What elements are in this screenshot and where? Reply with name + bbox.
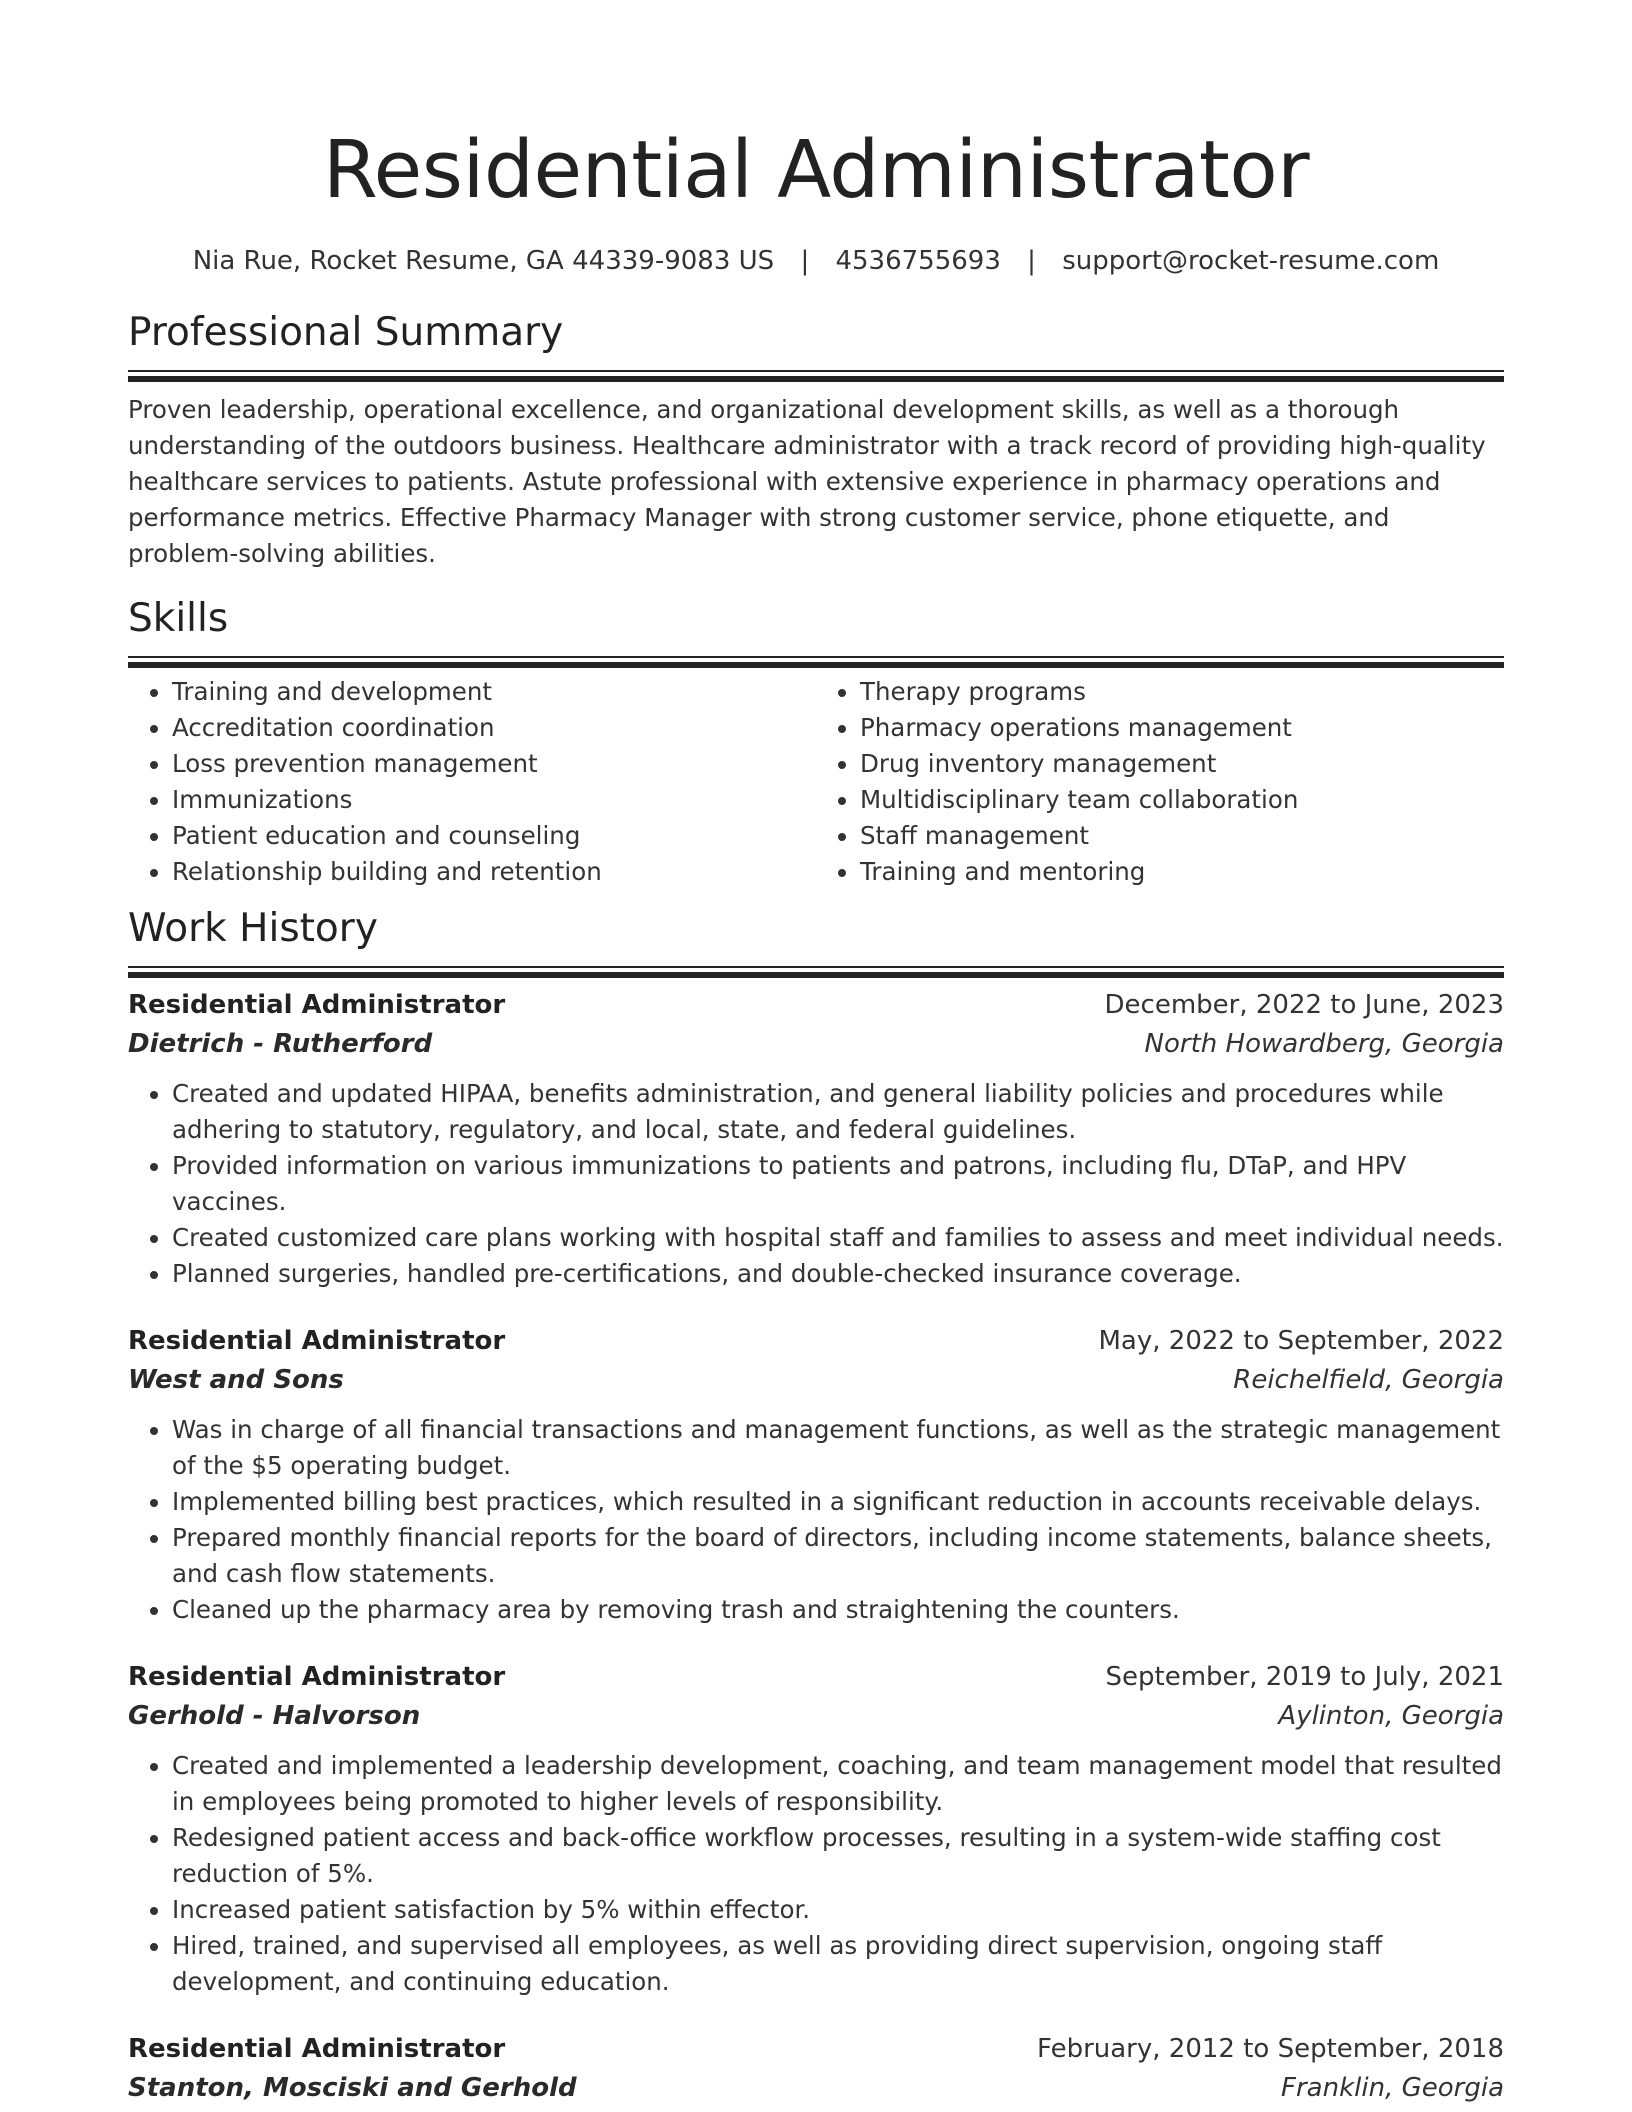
- job-location: Franklin, Georgia: [1281, 2073, 1504, 2103]
- job-bullet: • Provided information on various immunizations to patients and patrons, including flu, DTaP, and HPV vaccines.: [172, 1148, 1504, 1220]
- contact-line: [128, 244, 1504, 278]
- section-divider: [128, 966, 1504, 968]
- job-bullet: • Was in charge of all financial transactions and management functions, as well as the strategic management of the $5 operating budget.: [172, 1412, 1504, 1484]
- job-dates: February, 2012 to September, 2018: [1037, 2034, 1504, 2064]
- contact-separator: |: [1027, 246, 1036, 276]
- job-subheader-row: [128, 1696, 1504, 1736]
- job-header-row: [128, 2030, 1504, 2068]
- skills-list-right: [816, 674, 1504, 890]
- skills-list-left: [128, 674, 816, 890]
- job-bullet: • Redesigned patient access and back-office workflow processes, resulting in a system-wide staffing cost reduction of 5%.: [172, 1820, 1504, 1892]
- job-bullet: • Cleaned up the pharmacy area by removing trash and straightening the counters.: [172, 1592, 1504, 1628]
- job-dates: December, 2022 to June, 2023: [1104, 990, 1504, 1020]
- job-title: Residential Administrator: [128, 2034, 506, 2064]
- skill-item: • Pharmacy operations management: [860, 710, 1504, 746]
- job-bullet: • Prepared monthly financial reports for the board of directors, including income statements, balance sheets, and cash flow statements.: [172, 1520, 1504, 1592]
- job-bullet: • Implemented billing best practices, which resulted in a significant reduction in accounts receivable delays.: [172, 1484, 1504, 1520]
- job-subheader-row: [128, 2068, 1504, 2108]
- job-location: North Howardberg, Georgia: [1144, 1029, 1504, 1059]
- job-bullet-list: [128, 1412, 1504, 1628]
- job-title: Residential Administrator: [128, 990, 506, 1020]
- summary-section: [128, 308, 1504, 572]
- job-company: West and Sons: [128, 1365, 344, 1395]
- job-dates: May, 2022 to September, 2022: [1098, 1326, 1504, 1356]
- work-history-body: [128, 986, 1504, 2108]
- work-history-heading: Work History: [128, 906, 378, 951]
- job-subheader-row: [128, 1360, 1504, 1400]
- job-company: Stanton, Mosciski and Gerhold: [128, 2073, 577, 2103]
- job-entry: [128, 1658, 1504, 2000]
- job-subheader-row: [128, 1024, 1504, 1064]
- job-entry: [128, 986, 1504, 1292]
- summary-body: [128, 392, 1504, 572]
- resume-title: Residential Administrator: [322, 124, 1310, 216]
- section-divider: [128, 370, 1504, 372]
- job-header-row: [128, 1322, 1504, 1360]
- job-dates: September, 2019 to July, 2021: [1105, 1662, 1504, 1692]
- skill-item: • Therapy programs: [860, 674, 1504, 710]
- contact-separator: |: [800, 246, 810, 276]
- section-divider: [128, 656, 1504, 658]
- skill-item: • Accreditation coordination: [172, 710, 816, 746]
- skills-grid: [128, 674, 1504, 890]
- job-header-row: [128, 986, 1504, 1024]
- job-entry: [128, 1322, 1504, 1628]
- skill-item: • Relationship building and retention: [172, 854, 816, 890]
- job-location: Aylinton, Georgia: [1278, 1701, 1504, 1731]
- job-bullet-list: [128, 1748, 1504, 2000]
- job-bullet: • Hired, trained, and supervised all employees, as well as providing direct supervision, ongoing staff development, and continuing education.: [172, 1928, 1504, 2000]
- job-company: Gerhold - Halvorson: [128, 1701, 421, 1731]
- skill-item: • Loss prevention management: [172, 746, 816, 782]
- skill-item: • Drug inventory management: [860, 746, 1504, 782]
- job-bullet: • Created customized care plans working with hospital staff and families to assess and meet individual needs.: [172, 1220, 1504, 1256]
- skill-item: • Multidisciplinary team collaboration: [860, 782, 1504, 818]
- job-bullet-list: [128, 1076, 1504, 1292]
- work-history-section: [128, 904, 1504, 2108]
- job-bullet: • Increased patient satisfaction by 5% within effector.: [172, 1892, 1504, 1928]
- job-bullet: • Created and updated HIPAA, benefits administration, and general liability policies and procedures while adhering to statutory, regulatory, and local, state, and federal guidelines.: [172, 1076, 1504, 1148]
- job-bullet: • Planned surgeries, handled pre-certifications, and double-checked insurance coverage.: [172, 1256, 1504, 1292]
- skill-item: • Staff management: [860, 818, 1504, 854]
- job-bullet: • Created and implemented a leadership development, coaching, and team management model that resulted in employees being promoted to higher levels of responsibility.: [172, 1748, 1504, 1820]
- contact-email: support@rocket-resume.com: [1062, 246, 1440, 276]
- contact-phone: 4536755693: [835, 246, 1001, 276]
- skills-section: [128, 594, 1504, 890]
- summary-text: Proven leadership, operational excellence, and organizational development skills, as well as a thorough understanding of the outdoors business. Healthcare administrator with a track record of providing high-quality healthcare services to patients. Astute professional with extensive experience in pharmacy operations and performance metrics. Effective Pharmacy Manager with strong customer service, phone etiquette, and problem-solving abilities.: [128, 395, 1486, 568]
- job-entry: [128, 2030, 1504, 2108]
- skill-item: • Immunizations: [172, 782, 816, 818]
- job-location: Reichelfield, Georgia: [1233, 1365, 1504, 1395]
- skill-item: • Training and development: [172, 674, 816, 710]
- contact-address: Nia Rue, Rocket Resume, GA 44339-9083 US: [192, 246, 775, 276]
- job-title: Residential Administrator: [128, 1662, 506, 1692]
- job-company: Dietrich - Rutherford: [128, 1029, 433, 1059]
- skills-heading: Skills: [128, 596, 229, 641]
- skill-item: • Training and mentoring: [860, 854, 1504, 890]
- summary-heading: Professional Summary: [128, 310, 564, 355]
- job-title: Residential Administrator: [128, 1326, 506, 1356]
- job-header-row: [128, 1658, 1504, 1696]
- skill-item: • Patient education and counseling: [172, 818, 816, 854]
